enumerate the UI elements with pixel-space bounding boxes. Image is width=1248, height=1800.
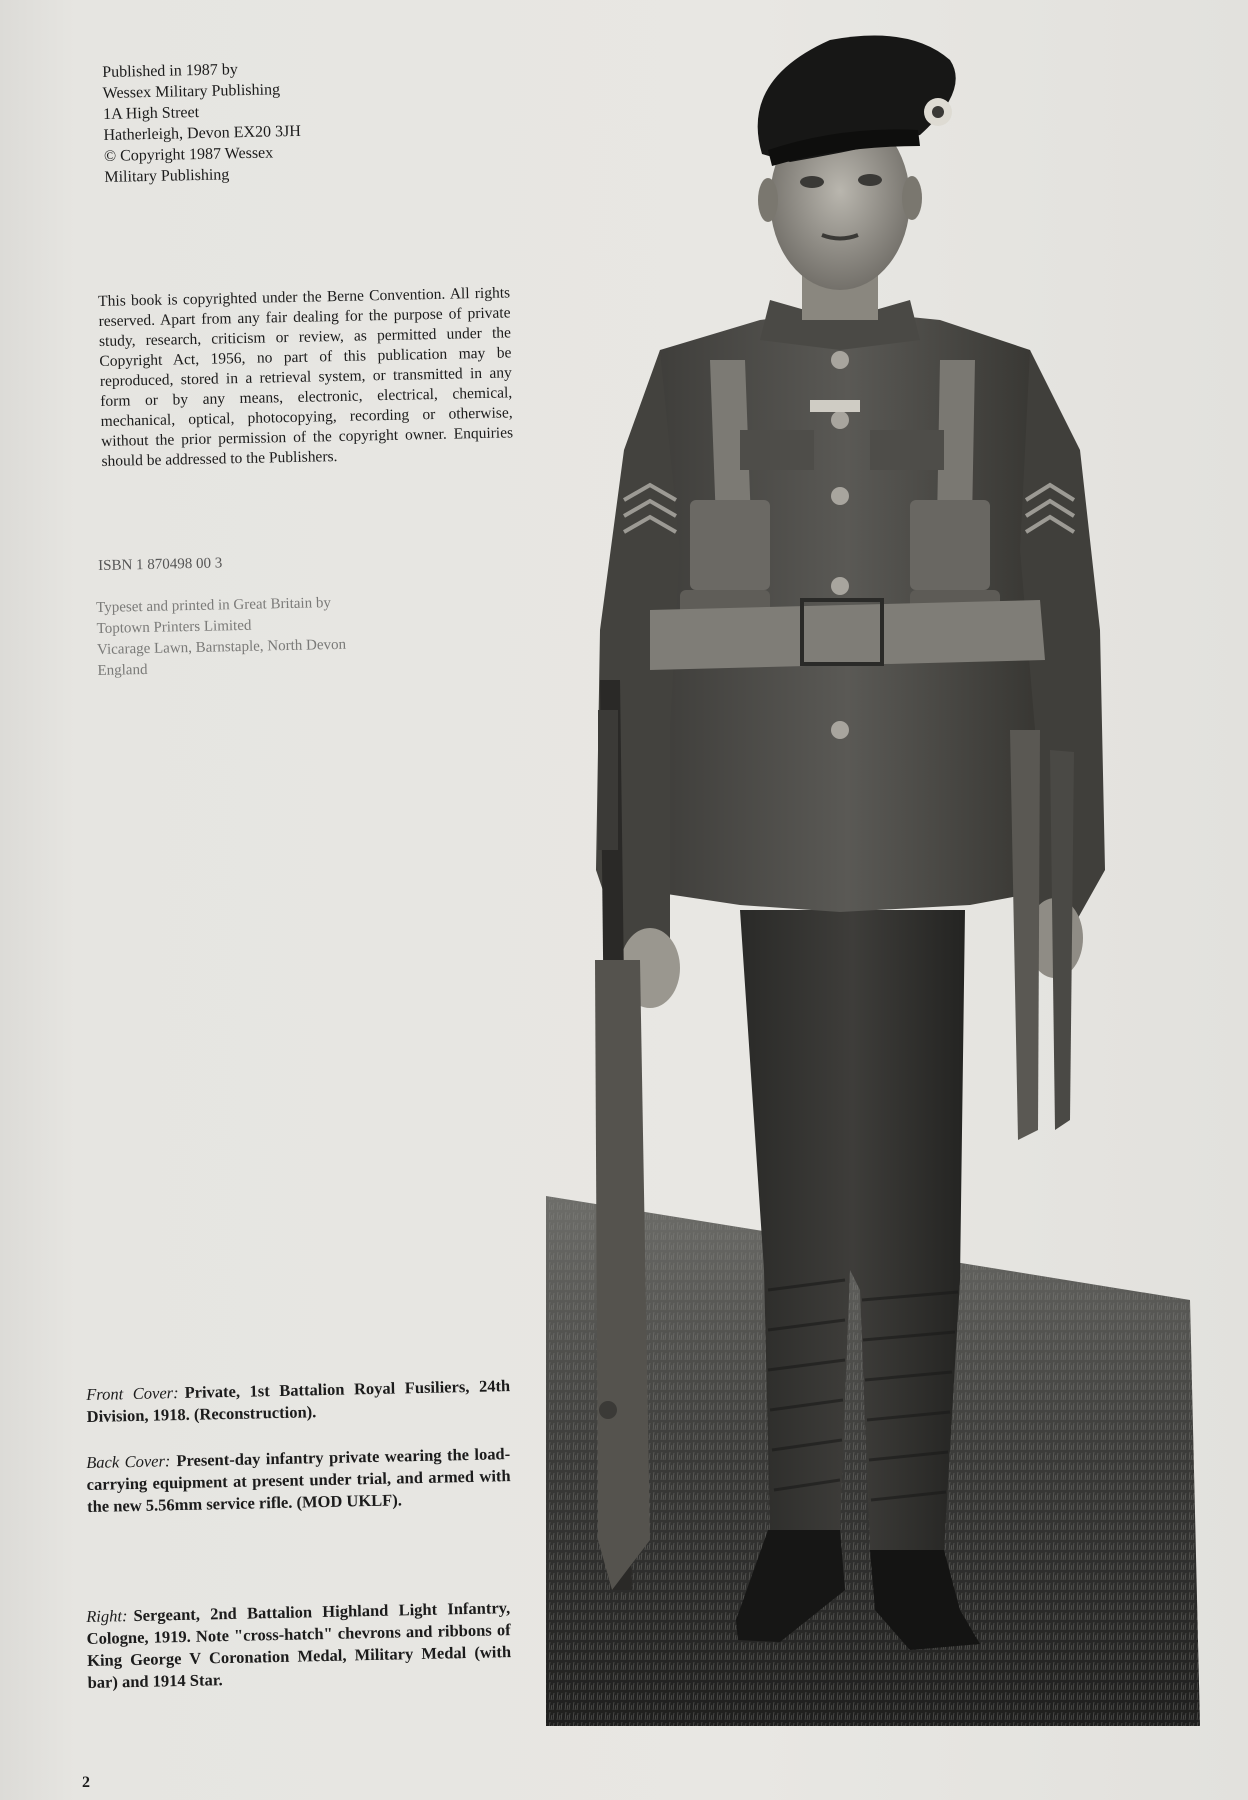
publisher-line: Hatherleigh, Devon EX20 3JH — [103, 122, 301, 144]
publisher-line: Published in 1987 by — [102, 61, 238, 81]
printer-info — [96, 590, 458, 682]
back-cover-caption — [86, 1443, 511, 1518]
front-cover-caption — [86, 1375, 511, 1428]
page-number: 2 — [82, 1774, 90, 1791]
caption-label: Back Cover: — [86, 1451, 171, 1472]
publisher-line: Wessex Military Publishing — [102, 81, 281, 102]
caption-text: Private, 1st Battalion Royal Fusiliers, 24th Division, 1918. (Reconstruction). — [86, 1376, 511, 1426]
publisher-line: 1A High Street — [102, 103, 200, 123]
caption-label: Right: — [86, 1606, 128, 1626]
photo-caption — [86, 1597, 512, 1694]
caption-text: Present-day infantry private wearing the load-carrying equipment at present under trial, and armed with the new 5.56mm service rifle. (MOD UKLF). — [86, 1444, 511, 1516]
publisher-info — [102, 55, 425, 188]
printer-line: Vicarage Lawn, Barnstaple, North Devon — [96, 636, 347, 658]
isbn: ISBN 1 870498 00 3 — [98, 555, 223, 574]
printer-line: Toptown Printers Limited — [96, 617, 252, 637]
publisher-line: © Copyright 1987 Wessex — [103, 144, 274, 165]
soldier-photograph — [540, 30, 1200, 1730]
printer-line: Typeset and printed in Great Britain by — [96, 595, 332, 616]
copyright-notice: This book is copyrighted under the Berne Convention. All rights reserved. Apart from any fair dealing for the purpose of private study, research, criticism or review, as permitted under the Copyright Act, 1956, no part of this publication may be reproduced, stored in a retrieval system, or transmitted in any form or by any means, electronic, electrical, chemical, mechanical, optical, photocopying, recording or otherwise, without the prior permission of the copyright owner. Enquiries should be addressed to the Publishers. — [98, 284, 514, 470]
caption-label: Front Cover: — [86, 1383, 179, 1404]
caption-text: Sergeant, 2nd Battalion Highland Light Infantry, Cologne, 1919. Note "cross-hatch" chevrons and ribbons of King George V Coronation Medal, Military Medal (with bar) and 1914 Star. — [86, 1598, 512, 1692]
publisher-line: Military Publishing — [104, 166, 230, 186]
printer-line: England — [97, 661, 148, 679]
